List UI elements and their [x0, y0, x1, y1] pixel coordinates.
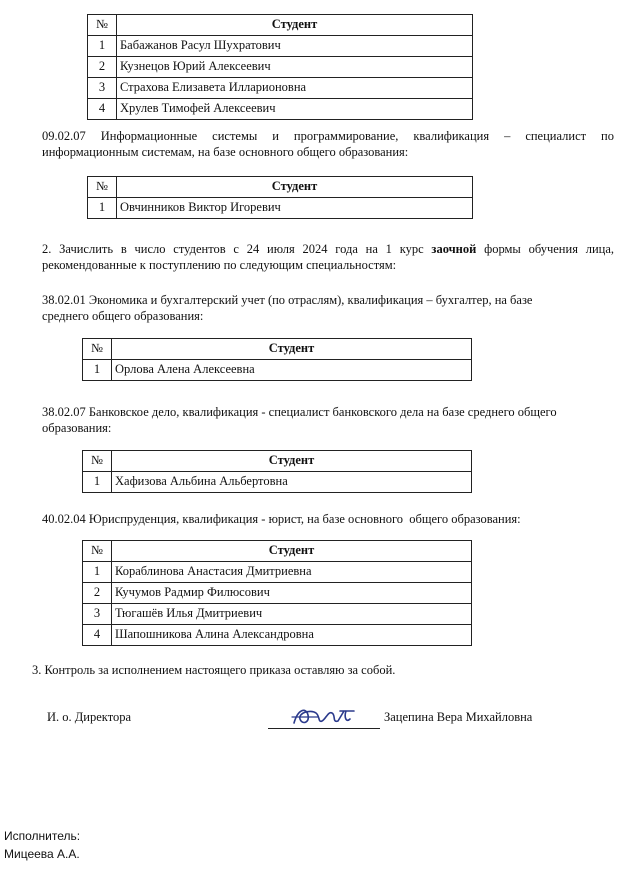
table-header-row — [88, 15, 473, 36]
row-number: 3 — [88, 78, 117, 99]
table-header-row — [83, 541, 472, 562]
row-number: 1 — [83, 562, 112, 583]
table-row — [83, 604, 472, 625]
student-name: Страхова Елизавета Илларионовна — [117, 78, 473, 99]
students-table-380201 — [82, 338, 472, 381]
signatory-name: Зацепина Вера Михайловна — [384, 710, 533, 724]
row-number: 1 — [83, 472, 112, 493]
specialty-380207-text: 38.02.07 Банковское дело, квалификация - специалист банковского дела на базе среднего общего образования: — [42, 405, 557, 435]
point-2-text — [42, 242, 614, 273]
row-number: 3 — [83, 604, 112, 625]
table-row — [88, 78, 473, 99]
executor-name: Мицеева А.А. — [4, 847, 80, 861]
column-header-number: № — [83, 451, 112, 472]
point-3-text: 3. Контроль за исполнением настоящего приказа оставляю за собой. — [32, 663, 396, 677]
students-table-380207 — [82, 450, 472, 493]
table-row — [83, 625, 472, 646]
executor-label: Исполнитель: — [4, 829, 81, 843]
row-number: 2 — [88, 57, 117, 78]
column-header-number: № — [88, 15, 117, 36]
table-row — [83, 472, 472, 493]
specialty-400204-text: 40.02.04 Юриспруденция, квалификация - юрист, на базе основного общего образования: — [42, 512, 521, 526]
students-table-top — [87, 14, 473, 120]
row-number: 1 — [83, 360, 112, 381]
student-name: Кучумов Радмир Филюсович — [112, 583, 472, 604]
students-table-400204 — [82, 540, 472, 646]
table-row — [88, 198, 473, 219]
specialty-090207-text: 09.02.07 Информационные системы и программирование, квалификация – специалист по информационным системам, на базе основного общего образования: — [42, 129, 614, 159]
table-header-row — [83, 339, 472, 360]
student-name: Овчинников Виктор Игоревич — [117, 198, 473, 219]
student-name: Хафизова Альбина Альбертовна — [112, 472, 472, 493]
table-header-row — [88, 177, 473, 198]
column-header-student: Студент — [112, 339, 472, 360]
student-name: Кораблинова Анастасия Дмитриевна — [112, 562, 472, 583]
student-name: Тюгашёв Илья Дмитриевич — [112, 604, 472, 625]
row-number: 2 — [83, 583, 112, 604]
student-name: Орлова Алена Алексеевна — [112, 360, 472, 381]
student-name: Хрулев Тимофей Алексеевич — [117, 99, 473, 120]
specialty-380201-text: 38.02.01 Экономика и бухгалтерский учет (по отраслям), квалификация – бухгалтер, на базе среднего общего образования: — [42, 293, 533, 323]
table-header-row — [83, 451, 472, 472]
column-header-student: Студент — [117, 15, 473, 36]
column-header-number: № — [83, 339, 112, 360]
point-2-suffix: формы обучения лица, рекомендованные к поступлению по следующим специальностям: — [42, 242, 615, 272]
row-number: 1 — [88, 198, 117, 219]
student-name: Бабажанов Расул Шухратович — [117, 36, 473, 57]
point-2-bold: заочной — [431, 242, 477, 256]
signatory-role: И. о. Директора — [47, 710, 132, 724]
column-header-student: Студент — [112, 541, 472, 562]
row-number: 1 — [88, 36, 117, 57]
point-2-prefix: 2. Зачислить в число студентов с 24 июля 2024 года на 1 курс — [42, 242, 432, 256]
column-header-student: Студент — [117, 177, 473, 198]
column-header-student: Студент — [112, 451, 472, 472]
column-header-number: № — [88, 177, 117, 198]
table-row — [88, 36, 473, 57]
student-name: Кузнецов Юрий Алексеевич — [117, 57, 473, 78]
row-number: 4 — [88, 99, 117, 120]
handwritten-signature — [288, 703, 362, 729]
column-header-number: № — [83, 541, 112, 562]
students-table-090207 — [87, 176, 473, 219]
table-row — [83, 562, 472, 583]
table-row — [88, 99, 473, 120]
student-name: Шапошникова Алина Александровна — [112, 625, 472, 646]
table-row — [83, 360, 472, 381]
row-number: 4 — [83, 625, 112, 646]
table-row — [83, 583, 472, 604]
table-row — [88, 57, 473, 78]
